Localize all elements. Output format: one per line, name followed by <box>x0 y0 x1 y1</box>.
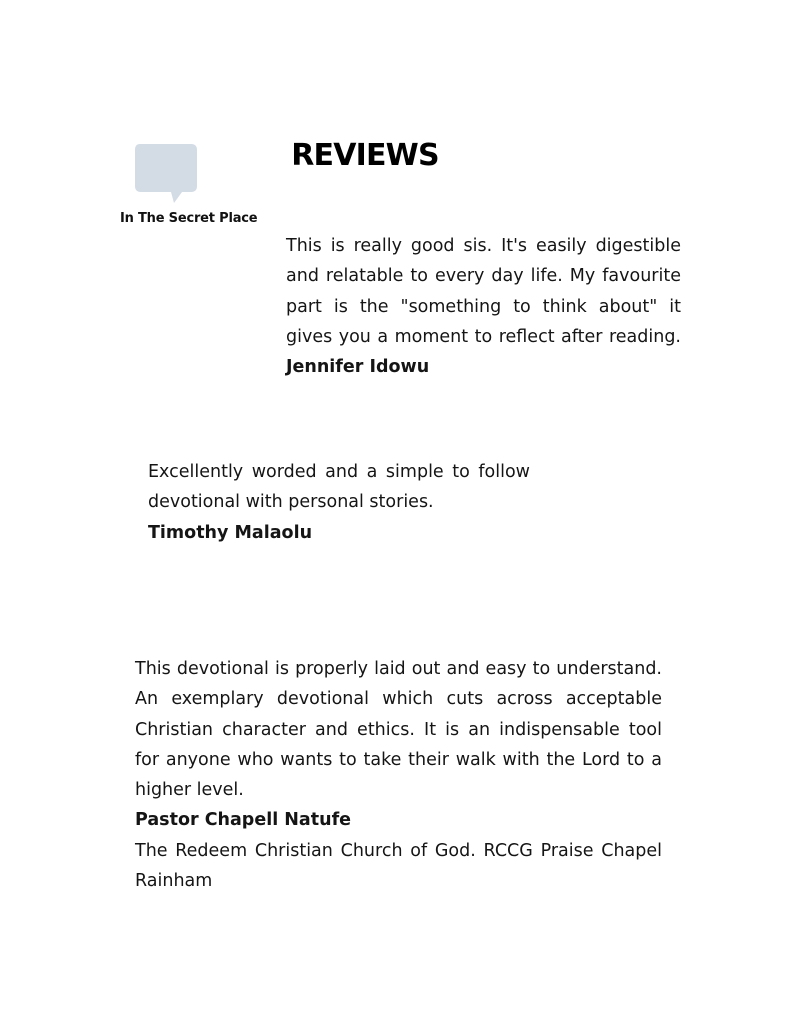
review-timothy <box>148 457 530 548</box>
review-jennifer <box>286 231 681 382</box>
review-affiliation: The Redeem Christian Church of God. RCCG Praise Chapel Rainham <box>135 840 662 892</box>
review-text: Excellently worded and a simple to follow devotional with personal stories. <box>148 462 530 513</box>
review-author: Pastor Chapell Natufe <box>135 810 352 831</box>
review-author: Timothy Malaolu <box>148 522 313 543</box>
review-text: This is really good sis. It's easily digestible and relatable to every day life. My favourite part is the "something to think about" it gives you a moment to reflect after reading. <box>286 236 681 347</box>
review-text: This devotional is properly laid out and easy to understand. An exemplary devotional which cuts across acceptable Christian character and ethics. It is an indispensable tool for anyone who wants to take their walk with the Lord to a higher level. <box>135 659 662 801</box>
speech-bubble-icon <box>134 143 198 205</box>
book-label: In The Secret Place <box>120 211 258 226</box>
review-chapell <box>135 654 662 896</box>
page-title: REVIEWS <box>291 138 439 174</box>
review-author: Jennifer Idowu <box>286 357 430 378</box>
